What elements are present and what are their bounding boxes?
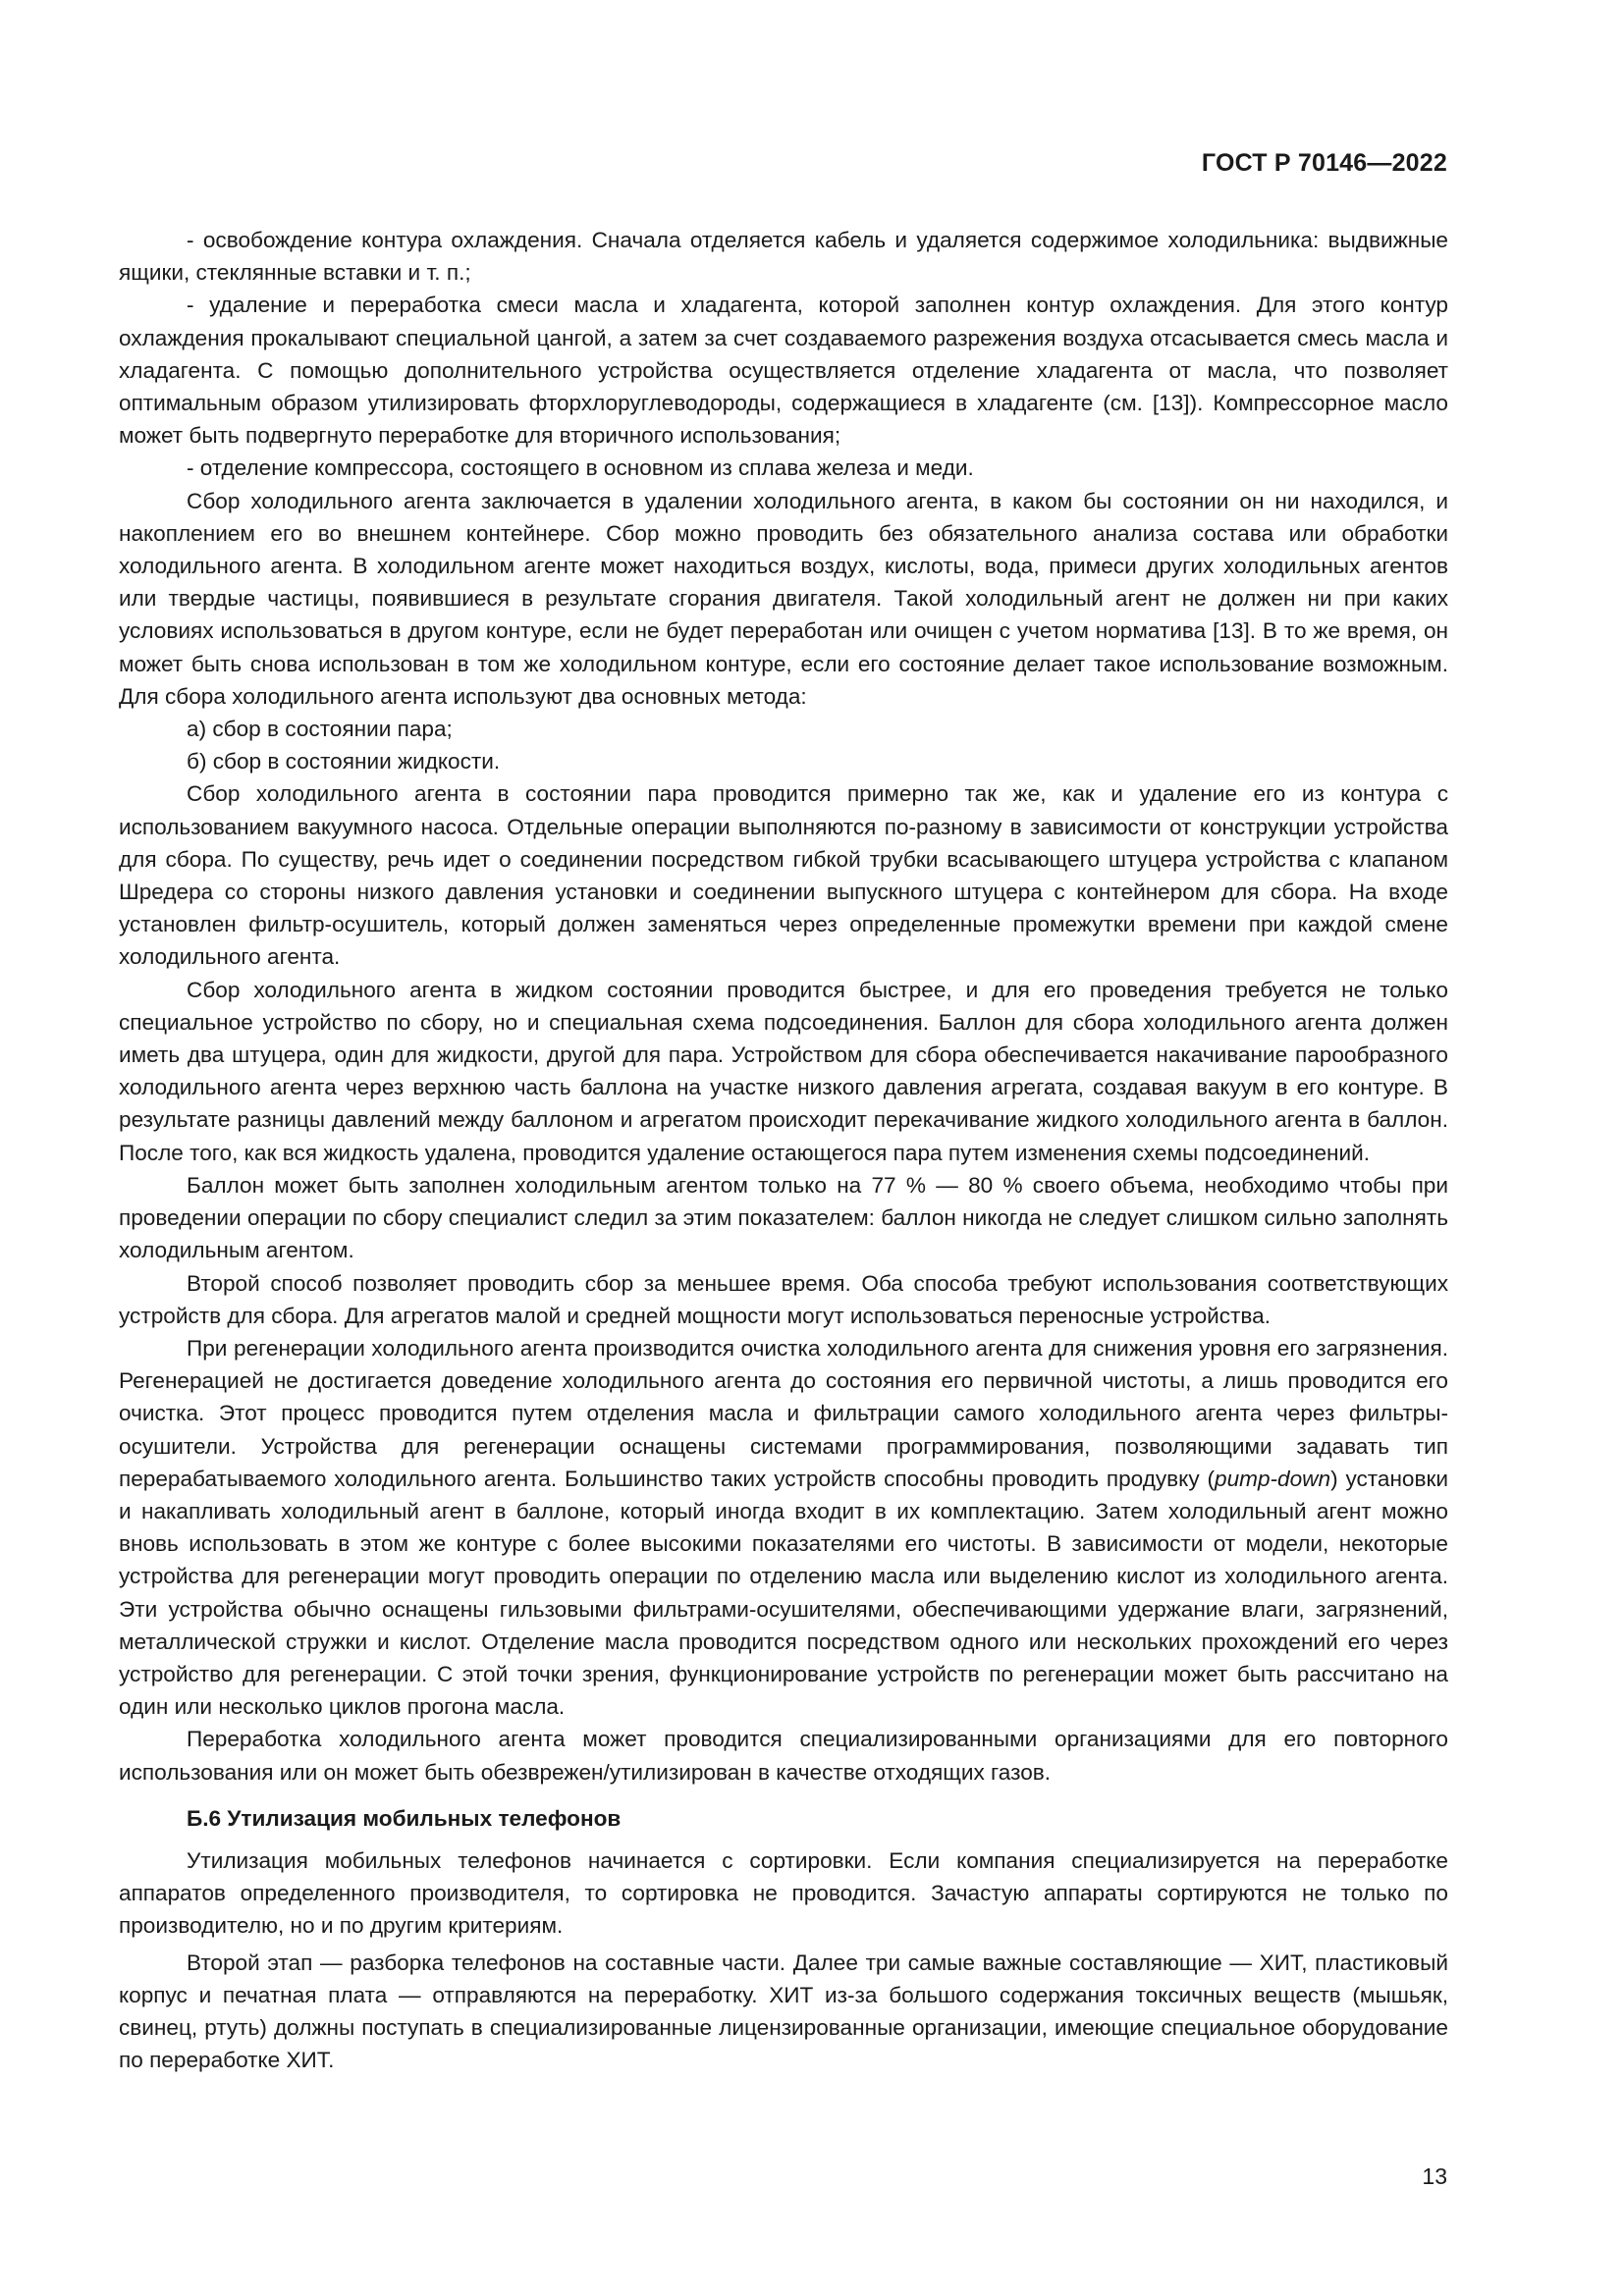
paragraph-refrigerant-collection: Сбор холодильного агента заключается в удалении холодильного агента, в каком бы состоянии он ни находился, и накоплением его во внешнем контейнере. Сбор можно проводить без обязательного анализа состава или обработки холодильного агента. В холодильном агенте может находиться воздух, кислоты, вода, примеси других холодильных агентов или твердые частицы, появившиеся в результате сгорания двигателя. Такой холодильный агент не должен ни при каких условиях использоваться в другом контуре, если не будет переработан или очищен с учетом норматива [13]. В то же время, он может быть снова использован в том же холодильном контуре, если его состояние делает такое использование возможным. Для сбора холодильного агента используют два основных метода: (119, 488, 1448, 709)
paragraph-second-method: Второй способ позволяет проводить сбор за меньшее время. Оба способа требуют использования соответствующих устройств для сбора. Для агрегатов малой и средней мощности могут использоваться переносные устройства. (119, 1270, 1448, 1328)
paragraph-phones-disassembly: Второй этап — разборка телефонов на составные части. Далее три самые важные составляющие — ХИТ, пластиковый корпус и печатная плата — отправляются на переработку. ХИТ из-за большого содержания токсичных веществ (мышьяк, свинец, ртуть) должны поступать в специализированные лицензированные организации, имеющие специальное оборудование по переработке ХИТ. (119, 1949, 1448, 2073)
document-body (119, 224, 1448, 2076)
paragraph-regeneration (119, 1332, 1448, 1723)
document-code-header: ГОСТ Р 70146—2022 (1201, 149, 1447, 177)
paragraph-recycling: Переработка холодильного агента может проводится специализированными организациями для его повторного использования или он может быть обезврежен/утилизирован в качестве отходящих газов. (119, 1727, 1448, 1785)
paragraph-liquid-method: Сбор холодильного агента в жидком состоянии проводится быстрее, и для его проведения требуется не только специальное устройство по сбору, но и специальная схема подсоединения. Баллон для сбора холодильного агента должен иметь два штуцера, один для жидкости, другой для пара. Устройством для сбора обеспечивается накачивание парообразного холодильного агента через верхнюю часть баллона на участке низкого давления агрегата, создавая вакуум в его контуре. В результате разницы давлений между баллоном и агрегатом происходит перекачивание жидкого холодильного агента в баллон. После того, как вся жидкость удалена, проводится удаление остающегося пара путем изменения схемы подсоединений. (119, 977, 1448, 1165)
list-item-oil-refrigerant: - удаление и переработка смеси масла и хладагента, которой заполнен контур охлаждения. Для этого контур охлаждения прокалывают специальной цангой, а затем за счет создаваемого разрежения воздуха отсасывается смесь масла и хладагента. С помощью дополнительного устройства осуществляется отделение хладагента от масла, что позволяет оптимальным образом утилизировать фторхлоруглеводороды, содержащиеся в хладагенте (см. [13]). Компрессорное масло может быть подвергнуто переработке для вторичного использования; (119, 293, 1448, 449)
list-item-liquid-collection: б) сбор в состоянии жидкости. (187, 749, 501, 774)
regeneration-text-part1: При регенерации холодильного агента производится очистка холодильного агента для снижения уровня его загрязнения. Регенерацией не достигается доведение холодильного агента до состояния его первичной чистоты, а лишь проводится его очистка. Этот процесс проводится путем отделения масла и фильтрации самого холодильного агента через фильтры-осушители. Устройства для регенерации оснащены системами программирования, позволяющими задавать тип перерабатываемого холодильного агента. Большинство таких устройств способны проводить продувку ( (119, 1335, 1448, 1491)
list-item-cooling-circuit: - освобождение контура охлаждения. Сначала отделяется кабель и удаляется содержимое холодильника: выдвижные ящики, стеклянные вставки и т. п.; (119, 228, 1448, 286)
regeneration-term-emphasis: pump-down (1215, 1466, 1331, 1491)
list-item-vapor-collection: а) сбор в состоянии пара; (187, 717, 453, 742)
paragraph-phones-sorting: Утилизация мобильных телефонов начинается с сортировки. Если компания специализируется на переработке аппаратов определенного производителя, то сортировка не проводится. Зачастую аппараты сортируются не только по производителю, но и по другим критериям. (119, 1847, 1448, 1939)
section-title: Б.6 Утилизация мобильных телефонов (187, 1805, 622, 1831)
paragraph-vapor-method: Сбор холодильного агента в состоянии пара проводится примерно так же, как и удаление его из контура с использованием вакуумного насоса. Отдельные операции выполняются по-разному в зависимости от конструкции устройства для сбора. По существу, речь идет о соединении посредством гибкой трубки всасывающего штуцера устройства с клапаном Шредера со стороны низкого давления установки и соединении выпускного штуцера с контейнером для сбора. На входе установлен фильтр-осушитель, который должен заменяться через определенные промежутки времени при каждой смене холодильного агента. (119, 781, 1448, 970)
regeneration-text-part2: ) установки и накапливать холодильный агент в баллоне, который иногда входит в их комплектацию. Затем холодильный агент можно вновь использовать в этом же контуре с более высокими показателями его чистоты. В зависимости от модели, некоторые устройства для регенерации могут проводить операции по отделению масла или выделению кислот из холодильного агента. Эти устройства обычно оснащены гильзовыми фильтрами-осушителями, обеспечивающими удержание влаги, загрязнений, металлической стружки и кислот. Отделение масла проводится посредством одного или нескольких прохождений его через устройство для регенерации. С этой точки зрения, функционирование устройств по регенерации может быть рассчитано на один или несколько циклов прогона масла. (119, 1466, 1448, 1720)
page-number: 13 (1422, 2163, 1447, 2189)
paragraph-cylinder-fill: Баллон может быть заполнен холодильным агентом только на 77 % — 80 % своего объема, необходимо чтобы при проведении операции по сбору специалист следил за этим показателем: баллон никогда не следует слишком сильно заполнять холодильным агентом. (119, 1172, 1448, 1263)
list-item-compressor: - отделение компрессора, состоящего в основном из сплава железа и меди. (187, 455, 974, 481)
